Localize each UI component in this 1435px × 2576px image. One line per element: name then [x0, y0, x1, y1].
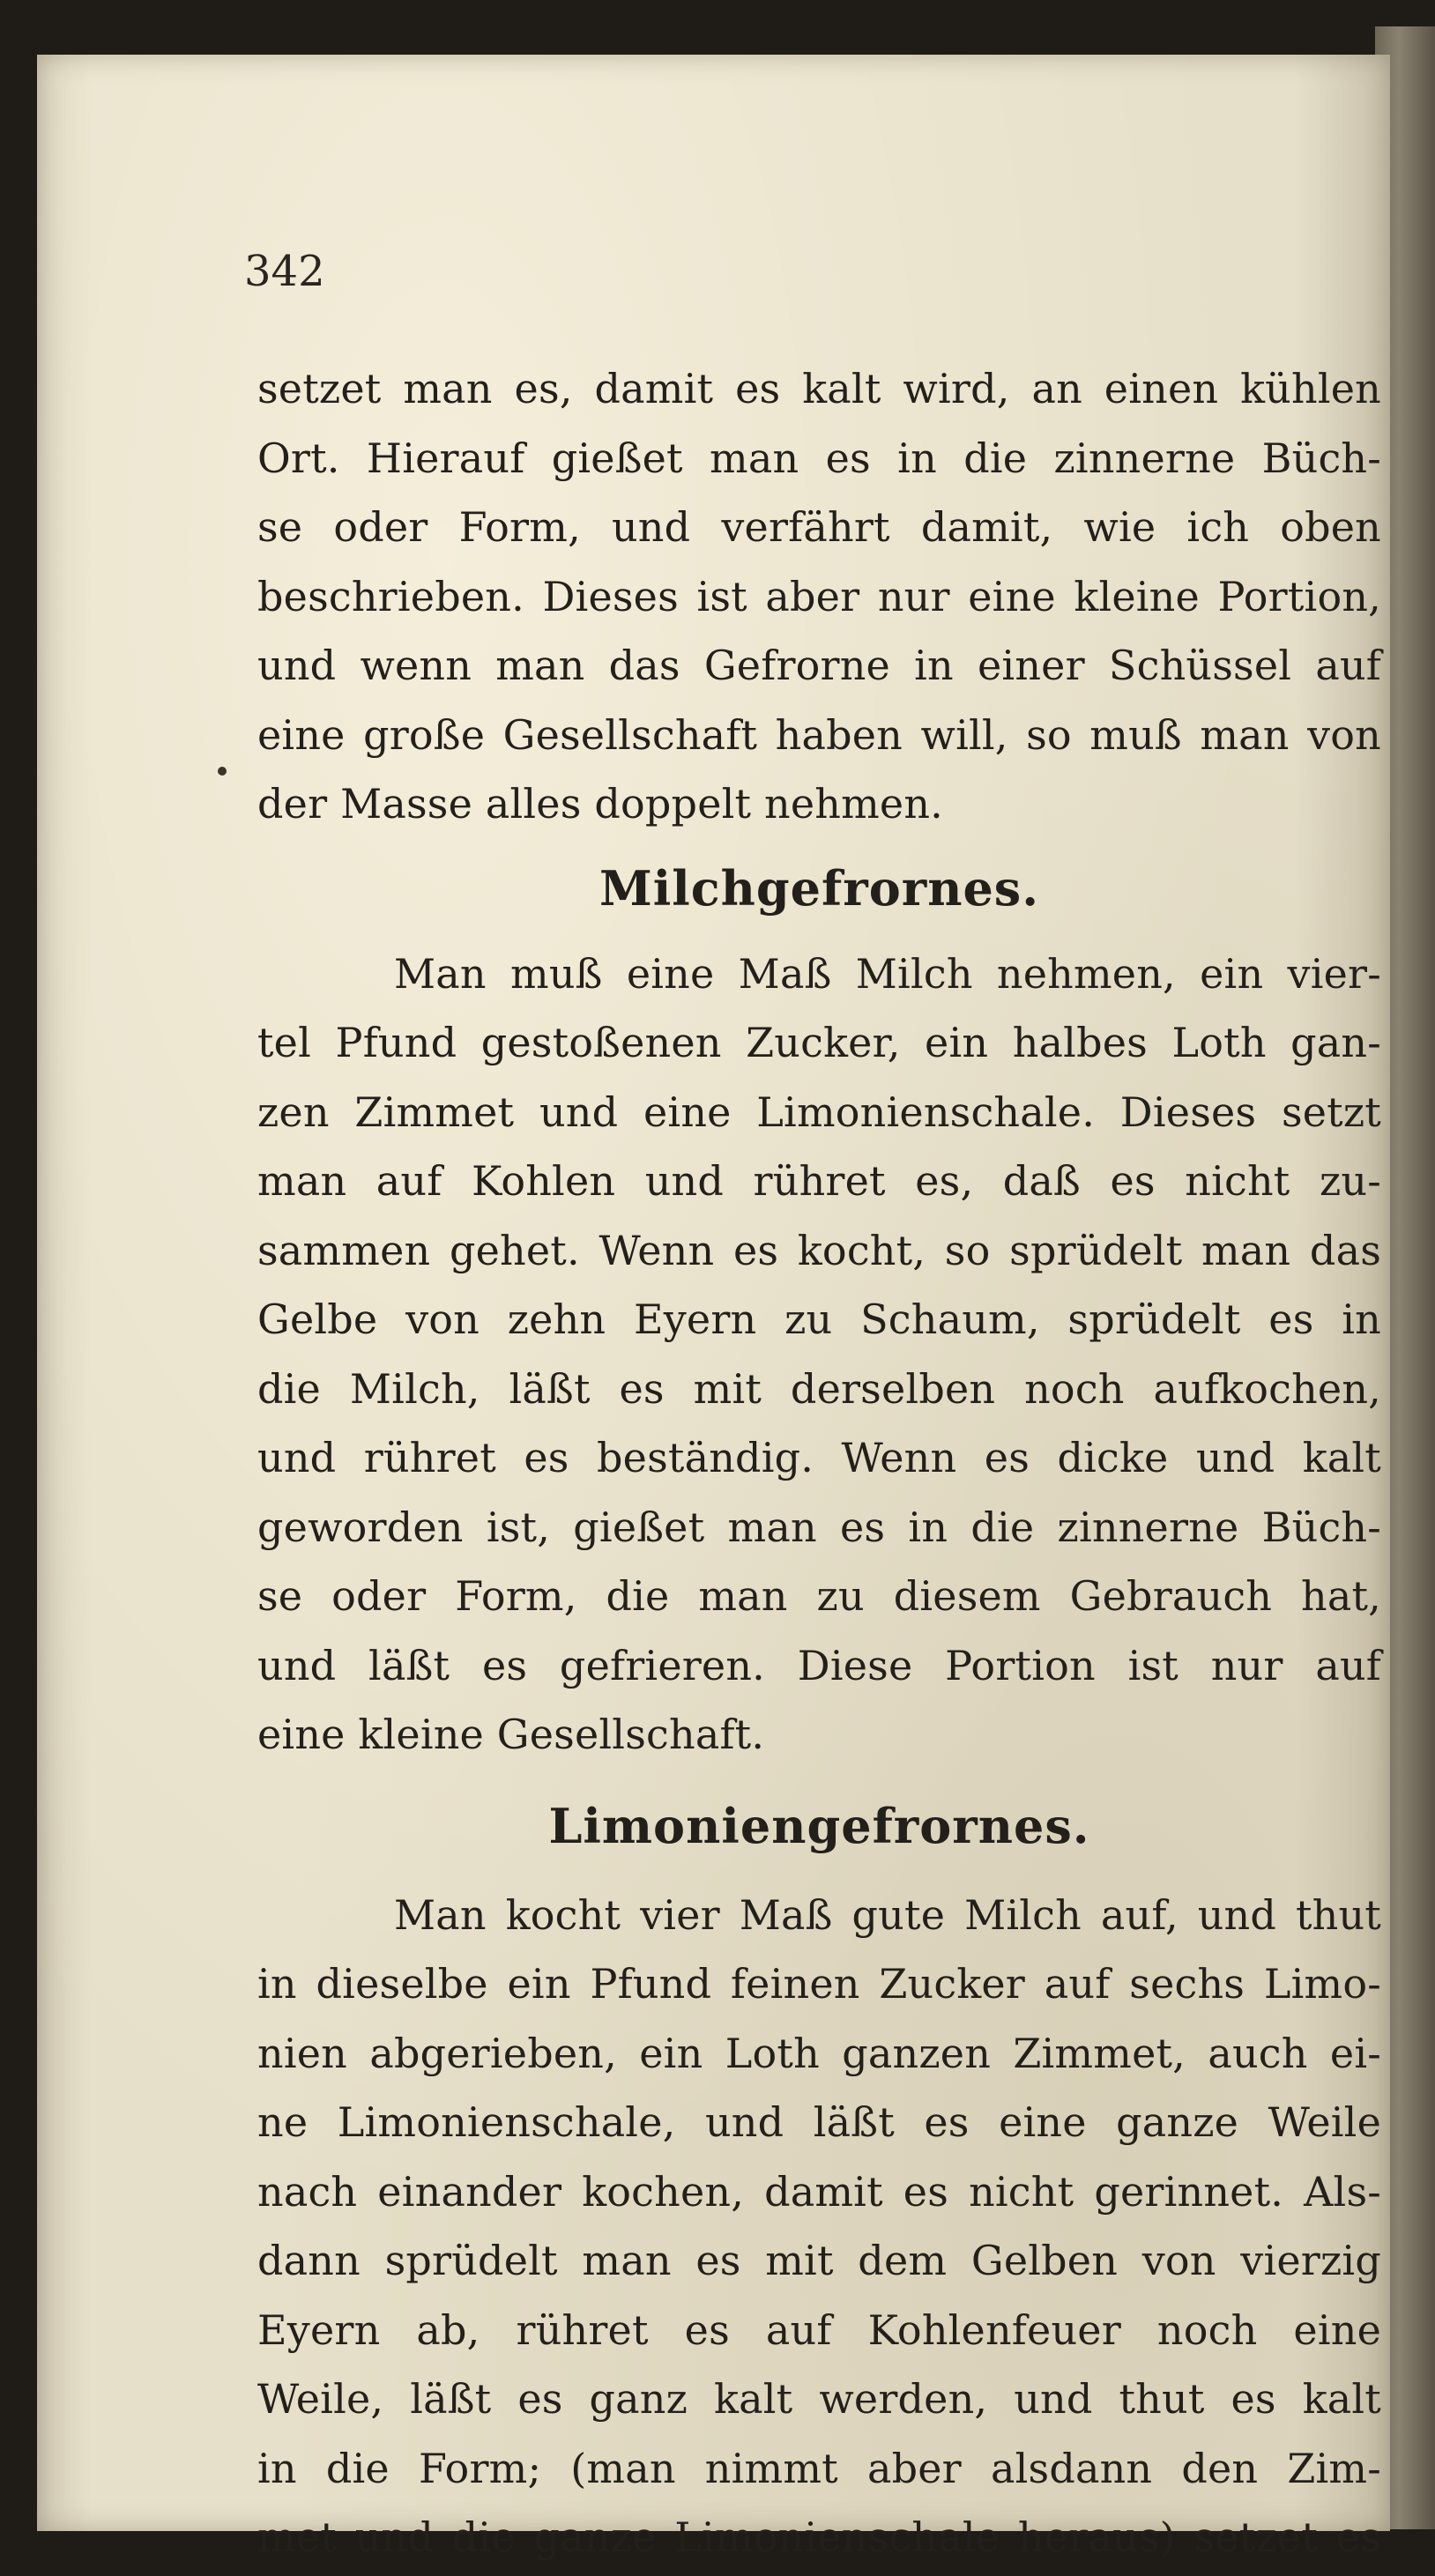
paragraph-3 — [257, 1881, 1381, 2572]
text-line: Gelbe von zehn Eyern zu Schaum, sprüdelt es in — [257, 1295, 1381, 1343]
text-line: und läßt es gefrieren. Diese Portion ist nur auf — [257, 1641, 1381, 1689]
text-line: eine große Gesellschaft haben will, so muß man von — [257, 710, 1381, 759]
section-heading-milchgefrornes: Milchgefrornes. — [599, 859, 1040, 917]
text-line: se oder Form, die man zu diesem Gebrauch hat, — [257, 1572, 1381, 1620]
page-number: 342 — [244, 247, 325, 296]
text-line: in die Form; (man nimmt aber alsdann den Zim- — [257, 2444, 1381, 2492]
text-line: der Masse alles doppelt nehmen. — [257, 780, 944, 828]
text-line: met und die ganze Limonienschale heraus) setzet es — [257, 2513, 1381, 2561]
text-line: nien abgerieben, ein Loth ganzen Zimmet, auch ei- — [257, 2029, 1381, 2077]
text-line: und wenn man das Gefrorne in einer Schüssel auf — [257, 642, 1381, 689]
text-line: Ort. Hierauf gießet man es in die zinnerne Büch- — [257, 434, 1381, 482]
text-line: setzet man es, damit es kalt wird, an einen kühlen — [257, 365, 1381, 412]
text-line: in dieselbe ein Pfund feinen Zucker auf sechs Limo- — [257, 1960, 1381, 2008]
text-line: dann sprüdelt man es mit dem Gelben von vierzig — [257, 2237, 1381, 2284]
paragraph-2 — [257, 939, 1381, 1770]
text-line: Weile, läßt es ganz kalt werden, und thut es kalt — [257, 2375, 1381, 2423]
margin-dot — [218, 767, 227, 776]
text-block — [257, 354, 1381, 2572]
text-line: man auf Kohlen und rühret es, daß es nicht zu- — [257, 1157, 1381, 1205]
text-line: Eyern ab, rühret es auf Kohlenfeuer noch eine — [257, 2305, 1381, 2354]
text-line: die Milch, läßt es mit derselben noch aufkochen, — [257, 1364, 1381, 1413]
text-line: zen Zimmet und eine Limonienschale. Dieses setzt — [257, 1088, 1381, 1136]
text-line: geworden ist, gießet man es in die zinnerne Büch- — [257, 1503, 1381, 1551]
text-line: tel Pfund gestoßenen Zucker, ein halbes Loth gan- — [257, 1019, 1381, 1066]
text-line: nach einander kochen, damit es nicht gerinnet. Als- — [257, 2167, 1381, 2216]
text-line: ne Limonienschale, und läßt es eine ganze Weile — [257, 2098, 1381, 2146]
paragraph-1 — [257, 354, 1381, 839]
text-line: und rühret es beständig. Wenn es dicke und kalt — [257, 1434, 1381, 1481]
text-line: Man muß eine Maß Milch nehmen, ein vier- — [394, 949, 1381, 998]
section-heading-limoniengefrornes: Limoniengefrornes. — [548, 1797, 1090, 1854]
text-line: eine kleine Gesellschaft. — [257, 1711, 765, 1758]
text-line: beschrieben. Dieses ist aber nur eine kleine Portion, — [257, 572, 1381, 620]
text-line: Man kocht vier Maß gute Milch auf, und thut — [394, 1890, 1381, 1939]
text-line: sammen gehet. Wenn es kocht, so sprüdelt man das — [257, 1226, 1381, 1274]
book-page — [37, 55, 1390, 2561]
text-line: se oder Form, und verfährt damit, wie ich oben — [257, 503, 1381, 551]
